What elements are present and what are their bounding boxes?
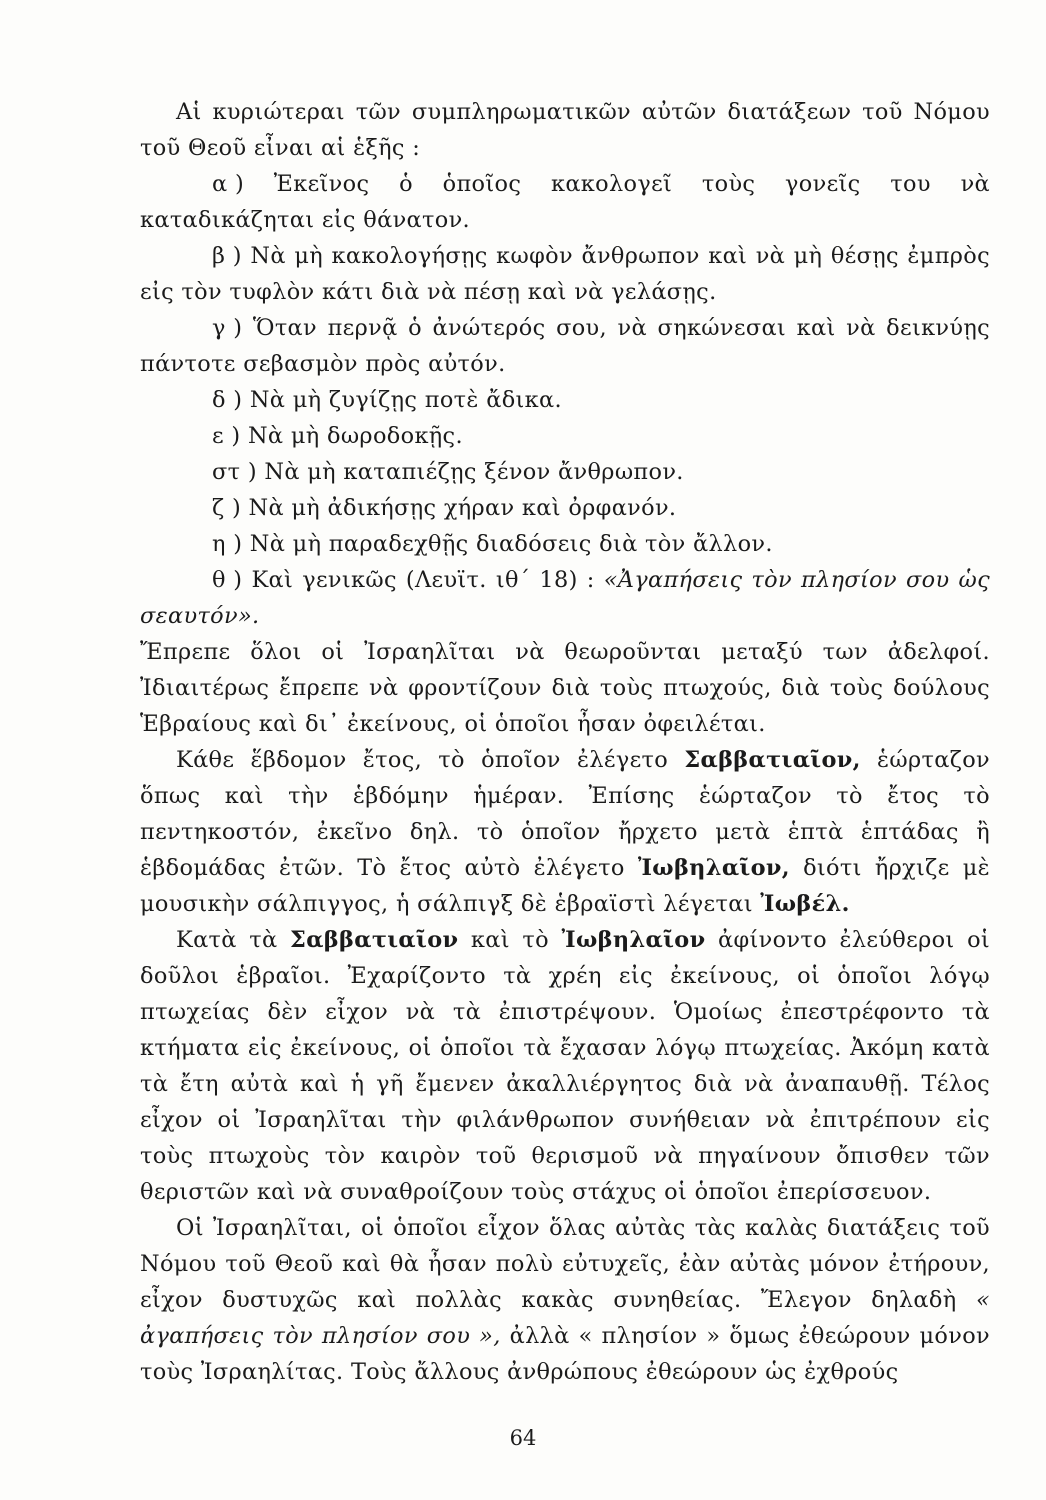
list-item-text: Νὰ μὴ ζυγίζῃς ποτὲ ἄδικα. — [249, 387, 562, 413]
list-item-text: Νὰ μὴ καταπιέζῃς ξένον ἄνθρωπον. — [264, 459, 684, 485]
list-item-text: Νὰ μὴ παραδεχθῇς διαδόσεις διὰ τὸν ἄλλον. — [249, 531, 773, 557]
list-item-label: στ ) — [212, 459, 257, 485]
list-item-stigma — [140, 454, 990, 490]
list-item-epsilon — [140, 418, 990, 454]
bold-term-jubilee: Ἰωβηλαῖον, — [637, 855, 790, 881]
release-paragraph — [140, 922, 990, 1210]
list-item-text: Νὰ μὴ κακολογήσῃς κωφὸν ἄνθρωπον καὶ νὰ μὴ θέσῃς ἐμπρὸς εἰς τὸν τυφλὸν κάτι διὰ νὰ πέσῃ καὶ νὰ γελάσῃς. — [140, 243, 991, 305]
list-item-label: δ ) — [212, 387, 243, 413]
list-item-label: α ) — [212, 171, 245, 197]
paragraph-text: διότι ἤρχιζε μὲ μουσικὴν σάλπιγγος, ἡ σάλπιγξ δὲ ἑβραϊστὶ λέγεται — [140, 855, 991, 917]
list-item-label: γ ) — [212, 315, 243, 341]
scripture-quote: «Ἀγαπήσεις τὸν πλησίον σου ὡς σεαυτόν». — [140, 567, 991, 629]
page-body-text — [140, 94, 990, 1390]
bold-term-sabbatical: Σαββατιαῖον, — [684, 747, 861, 773]
list-item-label: ε ) — [212, 423, 241, 449]
paragraph-text: Κάθε ἕβδομον ἔτος, τὸ ὁποῖον ἐλέγετο — [176, 747, 669, 773]
paragraph-text: ἀλλὰ « πλησίον » ὅμως ἐθεώρουν μόνον τοὺς Ἰσραηλίτας. Τοὺς ἄλλους ἀνθρώπους ἐθεώρουν ὡς ἐχθρούς — [140, 1323, 990, 1385]
list-item-text: Ἐκεῖνος ὁ ὁποῖος κακολογεῖ τοὺς γονεῖς του νὰ καταδικάζηται εἰς θάνατον. — [140, 171, 990, 233]
list-item-text: Νὰ μὴ δωροδοκῇς. — [247, 423, 463, 449]
italic-quote: « ἀγαπήσεις τὸν πλησίον σου », — [140, 1287, 990, 1349]
list-item-alpha — [140, 166, 990, 238]
paragraph-text: ἀφίνοντο ἐλεύθεροι οἱ δοῦλοι ἑβραῖοι. Ἐχαρίζοντο τὰ χρέη εἰς ἐκείνους, οἱ ὁποῖοι λόγῳ πτωχείας δὲν εἶχον νὰ τὰ ἐπιστρέψουν. Ὁμοίως ἐπεστρέφοντο τὰ κτήματα εἰς ἐκείνους, οἱ ὁποῖοι τὰ ἔχασαν λόγῳ πτωχείας. Ἀκόμη κατὰ τὰ ἔτη αὐτὰ καὶ ἡ γῆ ἔμενεν ἀκαλλιέργητος διὰ νὰ ἀναπαυθῇ. Τέλος εἶχον οἱ Ἰσραηλῖται τὴν φιλάνθρωπον συνήθειαν νὰ ἐπιτρέπουν εἰς τοὺς πτωχοὺς τὸν καιρὸν τοῦ θερισμοῦ νὰ πηγαίνουν ὄπισθεν τῶν θεριστῶν καὶ νὰ συναθροίζουν τοὺς στάχυς οἱ ὁποῖοι ἐπερίσσευον. — [140, 927, 991, 1205]
page-number: 64 — [509, 1426, 537, 1450]
list-item-gamma — [140, 310, 990, 382]
list-item-label: β ) — [212, 243, 242, 269]
sabbatical-paragraph — [140, 742, 990, 922]
list-item-beta — [140, 238, 990, 310]
paragraph-text: Οἱ Ἰσραηλῖται, οἱ ὁποῖοι εἶχον ὅλας αὐτὰς τὰς καλὰς διατάξεις τοῦ Νόμου τοῦ Θεοῦ καὶ θὰ ἦσαν πολὺ εὐτυχεῖς, ἐὰν αὐτὰς μόνον ἐτήρουν, εἶχον δυστυχῶς καὶ πολλὰς κακὰς συνηθείας. Ἔλεγον δηλαδὴ — [140, 1215, 990, 1313]
list-item-zeta — [140, 490, 990, 526]
bold-term-sabbatical: Σαββατιαῖον — [290, 927, 459, 953]
list-item-label: ζ ) — [212, 495, 242, 521]
list-item-text: Νὰ μὴ ἀδικήσῃς χήραν καὶ ὀρφανόν. — [248, 495, 677, 521]
list-item-theta — [140, 562, 990, 634]
brothers-paragraph: Ἔπρεπε ὅλοι οἱ Ἰσραηλῖται νὰ θεωροῦνται μεταξύ των ἀδελφοί. Ἰδιαιτέρως ἔπρεπε νὰ φροντίζουν διὰ τοὺς πτωχούς, διὰ τοὺς δούλους Ἑβραίους καὶ δι᾽ ἐκείνους, οἱ ὁποῖοι ἦσαν ὀφειλέται. — [140, 639, 990, 737]
bold-term-jobel: Ἰωβέλ. — [760, 891, 850, 917]
list-item-text: Ὅταν περνᾷ ὁ ἀνώτερός σου, νὰ σηκώνεσαι καὶ νὰ δεικνύῃς πάντοτε σεβασμὸν πρὸς αὐτόν. — [140, 315, 991, 377]
final-paragraph — [140, 1210, 990, 1390]
list-item-label: θ ) — [212, 567, 243, 593]
intro-paragraph: Αἱ κυριώτεραι τῶν συμπληρωματικῶν αὐτῶν διατάξεων τοῦ Νόμου τοῦ Θεοῦ εἶναι αἱ ἑξῆς : — [140, 99, 990, 161]
list-item-label: η ) — [212, 531, 243, 557]
list-item-eta — [140, 526, 990, 562]
list-item-text: Καὶ γενικῶς (Λευϊτ. ιθ΄ 18) : — [251, 567, 595, 593]
paragraph-text: καὶ τὸ — [470, 927, 549, 953]
list-item-delta — [140, 382, 990, 418]
bold-term-jubilee: Ἰωβηλαῖον — [561, 927, 706, 953]
paragraph-text: ἑώρταζον ὅπως καὶ τὴν ἑβδόμην ἡμέραν. Ἐπίσης ἑώρταζον τὸ ἔτος τὸ πεντηκοστόν, ἐκεῖνο δηλ. τὸ ὁποῖον ἤρχετο μετὰ ἑπτὰ ἑπτάδας ἢ ἑβδομάδας ἐτῶν. Τὸ ἔτος αὐτὸ ἐλέγετο — [140, 747, 991, 881]
paragraph-text: Κατὰ τὰ — [176, 927, 278, 953]
